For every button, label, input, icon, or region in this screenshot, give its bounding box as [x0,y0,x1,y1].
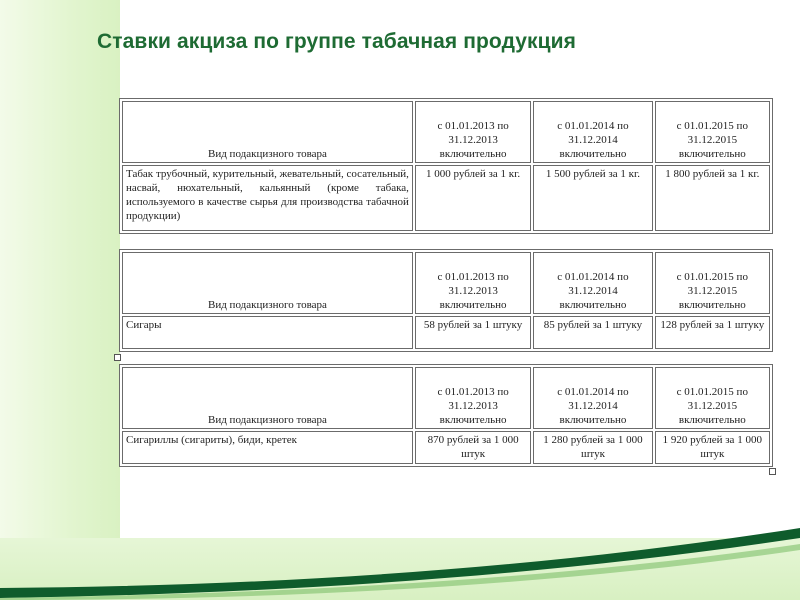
rate-cell-2014: 85 рублей за 1 штуку [533,316,652,349]
header-good-cell: Вид подакцизного товара [122,101,413,163]
good-name-cell: Табак трубочный, курительный, жевательный, сосательный, насвай, нюхательный, кальянный (кроме табака, используемого в качестве сырья для производства табачной продукции) [122,165,413,231]
table-row [122,316,770,349]
rate-cell-2013: 870 рублей за 1 000 штук [415,431,531,464]
excise-table-cigarillos [119,364,773,467]
header-period-2013: с 01.01.2013 по 31.12.2013 включительно [415,367,531,429]
excise-table-tobacco [119,98,773,234]
header-period-2015: с 01.01.2015 по 31.12.2015 включительно [655,101,770,163]
table-header-row [122,101,770,163]
good-name-cell: Сигариллы (сигариты), биди, кретек [122,431,413,464]
excise-table-cigars [119,249,773,352]
rate-cell-2014: 1 500 рублей за 1 кг. [533,165,652,231]
rate-cell-2015: 1 920 рублей за 1 000 штук [655,431,770,464]
header-period-2014: с 01.01.2014 по 31.12.2014 включительно [533,252,652,314]
header-period-2015: с 01.01.2015 по 31.12.2015 включительно [655,252,770,314]
left-decor-band [0,0,120,600]
rate-cell-2014: 1 280 рублей за 1 000 штук [533,431,652,464]
header-period-2013: с 01.01.2013 по 31.12.2013 включительно [415,252,531,314]
resize-handle-left[interactable] [114,354,121,361]
header-period-2015: с 01.01.2015 по 31.12.2015 включительно [655,367,770,429]
slide-title: Ставки акциза по группе табачная продукция [97,30,577,53]
header-good-cell: Вид подакцизного товара [122,367,413,429]
table-header-row [122,252,770,314]
resize-handle-bottom-right[interactable] [769,468,776,475]
header-good-cell: Вид подакцизного товара [122,252,413,314]
rate-cell-2015: 128 рублей за 1 штуку [655,316,770,349]
table-row [122,431,770,464]
table-header-row [122,367,770,429]
rate-cell-2015: 1 800 рублей за 1 кг. [655,165,770,231]
header-period-2013: с 01.01.2013 по 31.12.2013 включительно [415,101,531,163]
header-period-2014: с 01.01.2014 по 31.12.2014 включительно [533,101,652,163]
table-row [122,165,770,231]
header-period-2014: с 01.01.2014 по 31.12.2014 включительно [533,367,652,429]
rate-cell-2013: 1 000 рублей за 1 кг. [415,165,531,231]
good-name-cell: Сигары [122,316,413,349]
rate-cell-2013: 58 рублей за 1 штуку [415,316,531,349]
decor-swoosh [0,520,800,600]
